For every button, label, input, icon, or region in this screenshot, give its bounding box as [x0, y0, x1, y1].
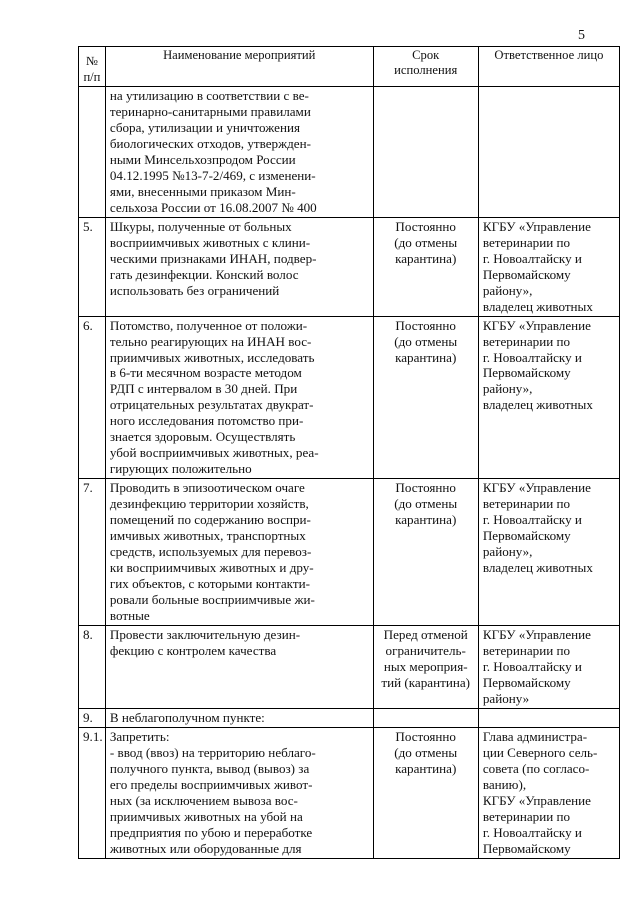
row-number: 6.	[79, 316, 106, 479]
row-name: Шкуры, полученные от больных восприимчивых животных с клини- ческими признаками ИНАН, подвер- гать дезинфекции. Конский волос использовать без ограничений	[105, 217, 373, 316]
row-number: 9.	[79, 708, 106, 727]
header-number: № п/п	[79, 47, 106, 87]
row-responsible	[478, 87, 619, 218]
row-responsible-text: КГБУ «Управление ветеринарии по г. Новоалтайску и Первомайскому району», владелец животных	[482, 218, 593, 314]
row-number: 7.	[79, 479, 106, 626]
row-name: на утилизацию в соответствии с ве- теринарно-санитарными правилами сбора, утилизации и уничтожения биологических отходов, утвержден- ными Минсельхозпродом России 04.12.1995 №13-7-2/469, с изменени- ями, внесенными приказом Мин- сельхоза России от 16.08.2007 № 400	[105, 87, 373, 218]
row-number: 8.	[79, 625, 106, 708]
row-responsible	[478, 625, 619, 708]
row-responsible-text: КГБУ «Управление ветеринарии по г. Новоалтайску и Первомайскому району»	[482, 626, 591, 706]
row-responsible	[478, 708, 619, 727]
table-row	[79, 727, 620, 858]
row-number	[79, 87, 106, 218]
row-number: 9.1.	[79, 727, 106, 858]
header-term: Срок исполнения	[373, 47, 478, 87]
row-name: Провести заключительную дезин- фекцию с контролем качества	[105, 625, 373, 708]
row-term: Постоянно (до отмены карантина)	[373, 479, 478, 626]
row-term: Перед отменой ограничитель- ных мероприя- тий (карантина)	[373, 625, 478, 708]
row-responsible	[478, 479, 619, 626]
row-responsible-text: КГБУ «Управление ветеринарии по г. Новоалтайску и Первомайскому району», владелец животных	[482, 480, 593, 576]
row-responsible-text: КГБУ «Управление ветеринарии по г. Новоалтайску и Первомайскому району», владелец животных	[482, 317, 593, 413]
page-number: 5	[578, 28, 585, 43]
row-term	[373, 708, 478, 727]
table-row	[79, 87, 620, 218]
measures-table	[78, 46, 620, 859]
table-row	[79, 625, 620, 708]
row-term: Постоянно (до отмены карантина)	[373, 727, 478, 858]
table-row	[79, 316, 620, 479]
row-responsible-text: Глава администра- ции Северного сель- совета (по согласо- ванию), КГБУ «Управление ветеринарии по г. Новоалтайску и Первомайскому	[482, 728, 598, 856]
table-row	[79, 708, 620, 727]
table-row	[79, 217, 620, 316]
row-responsible	[478, 316, 619, 479]
row-term: Постоянно (до отмены карантина)	[373, 316, 478, 479]
row-responsible	[478, 217, 619, 316]
row-name: Потомство, полученное от положи- тельно реагирующих на ИНАН вос- приимчивых животных, исследовать в 6-ти месячном возрасте методом РДП с интервалом в 30 дней. При отрицательных результатах двукрат- ного исследования потомство при- знается здоровым. Осуществлять убой восприимчивых животных, реа- гирующих положительно	[105, 316, 373, 479]
header-responsible: Ответственное лицо	[478, 47, 619, 87]
table-header-row	[79, 47, 620, 87]
row-name: Проводить в эпизоотическом очаге дезинфекцию территории хозяйств, помещений по содержанию воспри- имчивых животных, транспортных средств, используемых для перевоз- ки восприимчивых животных и дру- гих объектов, с которыми контакти- ровали больные восприимчивые жи- вотные	[105, 479, 373, 626]
row-term: Постоянно (до отмены карантина)	[373, 217, 478, 316]
row-number: 5.	[79, 217, 106, 316]
row-term	[373, 87, 478, 218]
table-row	[79, 479, 620, 626]
row-responsible	[478, 727, 619, 858]
header-name: Наименование мероприятий	[105, 47, 373, 87]
row-name: В неблагополучном пункте:	[105, 708, 373, 727]
row-name: Запретить: - ввод (ввоз) на территорию неблаго- получного пункта, вывод (вывоз) за его пределы восприимчивых живот- ных (за исключением вывоза вос- приимчивых животных на убой на предприятия по убою и переработке животных или оборудованные для	[105, 727, 373, 858]
